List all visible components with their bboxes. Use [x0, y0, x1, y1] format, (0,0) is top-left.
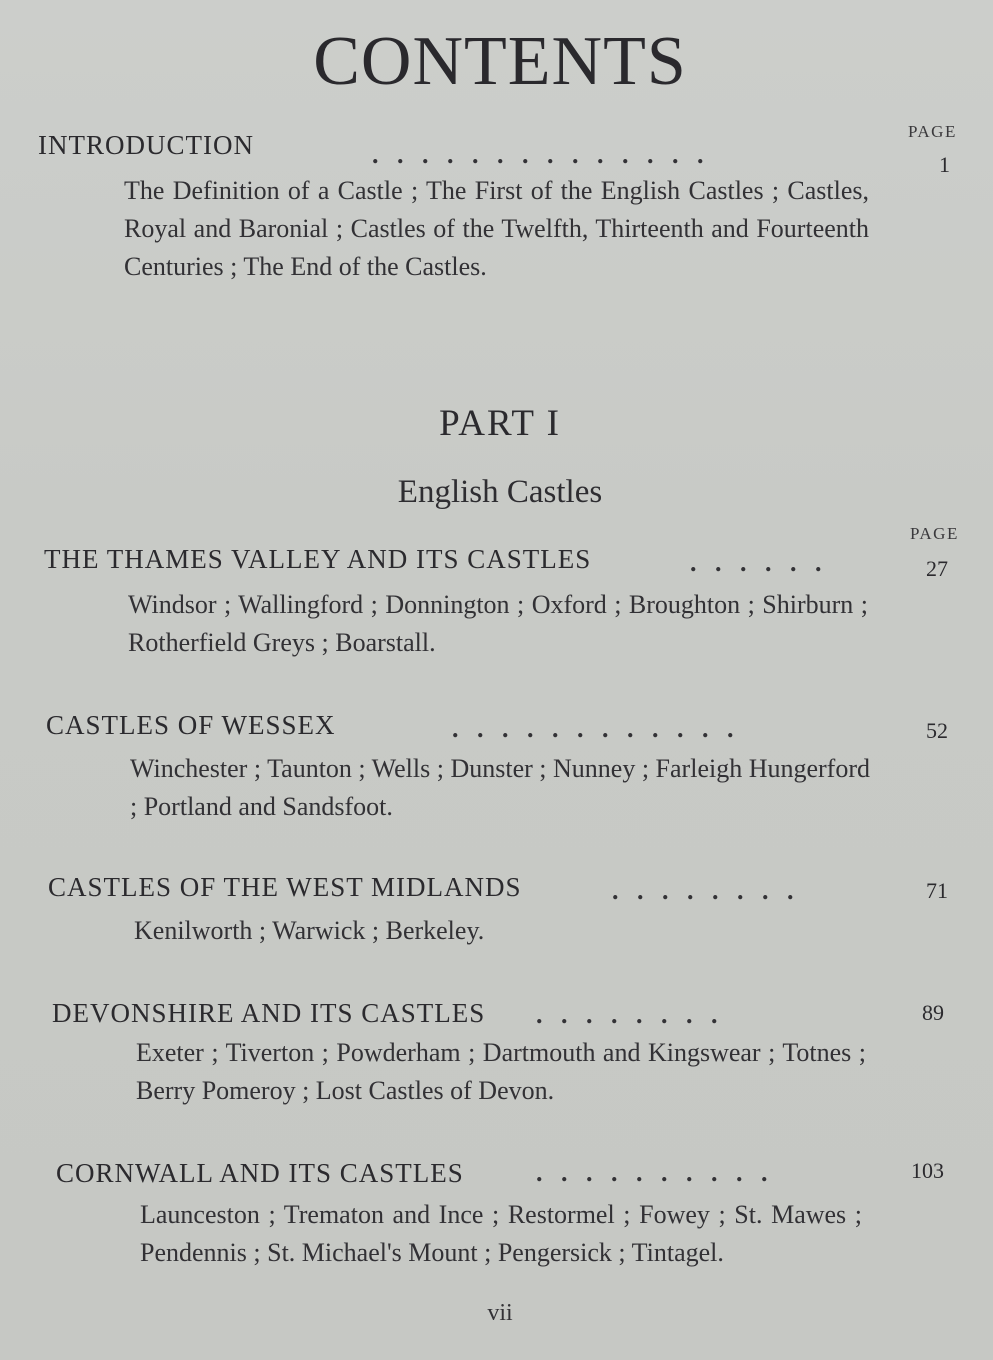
entry-title: THE THAMES VALLEY AND ITS CASTLES	[44, 544, 592, 574]
page-number: 52	[926, 718, 948, 743]
page-column-label: PAGE	[910, 524, 959, 543]
dot-leader: . . . . . . . .	[536, 1000, 724, 1029]
entry-description: Windsor ; Wallingford ; Donnington ; Oxford ; Broughton ; Shirburn ; Rotherfield Greys ; Boarstall.	[128, 590, 868, 657]
dot-leader: . . . . . . . . . . . . . .	[372, 140, 710, 169]
entry-title: CASTLES OF WESSEX	[46, 710, 336, 740]
entry-description: Kenilworth ; Warwick ; Berkeley.	[134, 916, 485, 945]
entry-title: DEVONSHIRE AND ITS CASTLES	[52, 998, 486, 1028]
entry-description: Winchester ; Taunton ; Wells ; Dunster ; Nunney ; Farleigh Hungerford ; Portland and Sandsfoot.	[130, 754, 870, 821]
page-folio: vii	[487, 1300, 513, 1326]
entry-title: CASTLES OF THE WEST MIDLANDS	[48, 872, 522, 902]
part-heading: PART I	[439, 403, 561, 444]
page-title: CONTENTS	[313, 23, 687, 100]
entry-description: Launceston ; Trematon and Ince ; Restormel ; Fowey ; St. Mawes ; Pendennis ; St. Michael's Mount ; Pengersick ; Tintagel.	[140, 1200, 862, 1267]
entry-title: CORNWALL AND ITS CASTLES	[56, 1158, 464, 1188]
page-number: 1	[939, 152, 950, 177]
page-number: 89	[922, 1000, 944, 1025]
dot-leader: . . . . . .	[690, 548, 828, 577]
entry-description: The Definition of a Castle ; The First of the English Castles ; Castles, Royal and Baronial ; Castles of the Twelfth, Thirteenth and Fourteenth Centuries ; The End of the Castles.	[124, 176, 869, 281]
page-number: 71	[926, 878, 948, 903]
entry-title: INTRODUCTION	[38, 130, 254, 160]
page-number: 27	[926, 556, 948, 581]
entry-description: Exeter ; Tiverton ; Powderham ; Dartmouth and Kingswear ; Totnes ; Berry Pomeroy ; Lost Castles of Devon.	[136, 1038, 866, 1105]
dot-leader: . . . . . . . . . . . .	[452, 714, 740, 743]
part-subtitle: English Castles	[397, 474, 603, 510]
page-column-label: PAGE	[908, 122, 957, 141]
dot-leader: . . . . . . . .	[612, 876, 800, 905]
page-number: 103	[911, 1158, 944, 1183]
dot-leader: . . . . . . . . . .	[536, 1158, 774, 1187]
